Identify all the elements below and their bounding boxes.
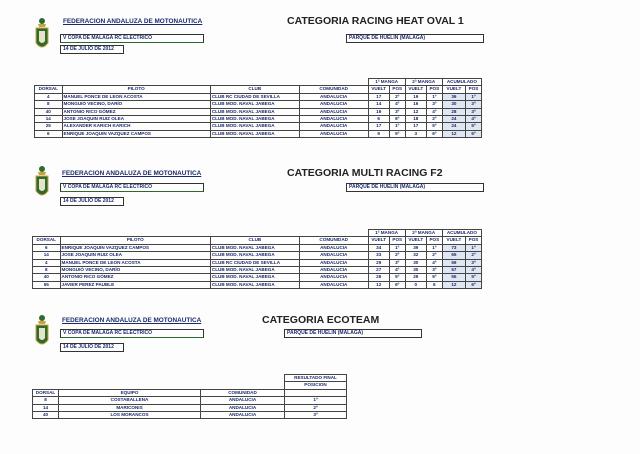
- col-vuelt: VUELT: [405, 237, 426, 244]
- cell-piloto: ANTONIO RICO GÓMEZ: [60, 274, 210, 281]
- col-comunidad: COMUNIDAD: [299, 237, 368, 244]
- col-pos: POS: [426, 86, 442, 93]
- col-club: CLUB: [210, 237, 299, 244]
- cell-p1: 1º: [389, 244, 405, 251]
- cell-pa: 5º: [466, 274, 482, 281]
- cup-name-field: V COPA DE MALAGA RC ELECTRICO: [60, 183, 204, 192]
- col-equipo: EQUIPO: [59, 389, 201, 396]
- table-row: [35, 130, 482, 137]
- cell-p2: 4º: [426, 108, 442, 115]
- cell-v2: 3: [405, 130, 426, 137]
- cell-p1: 4º: [389, 101, 405, 108]
- col-dorsal: DORSAL: [33, 237, 61, 244]
- cell-dorsal: 4: [33, 259, 61, 266]
- cell-comunidad: ANDALUCIA: [299, 130, 368, 137]
- col-vuelt: VUELT: [368, 237, 389, 244]
- cell-p1: 6º: [389, 281, 405, 288]
- col-club: CLUB: [210, 86, 299, 93]
- cell-p2: 4º: [426, 259, 442, 266]
- cell-dorsal: 8: [33, 267, 61, 274]
- cell-comunidad: ANDALUCIA: [299, 93, 368, 100]
- cell-dorsal: 6: [35, 130, 63, 137]
- manga2-header: 2ª MANGA: [405, 79, 442, 86]
- cell-v1: 17: [368, 93, 389, 100]
- cell-v1: 6: [368, 116, 389, 123]
- venue-field: PARQUE DE HUELIN (MALAGA): [346, 183, 484, 192]
- cell-va: 12: [442, 130, 465, 137]
- col-comunidad: COMUNIDAD: [299, 86, 368, 93]
- cell-comunidad: ANDALUCIA: [299, 259, 368, 266]
- cell-comunidad: ANDALUCIA: [299, 267, 368, 274]
- cell-pa: 3º: [466, 101, 482, 108]
- cell-equipo: MARICONIS: [59, 404, 201, 411]
- table-row: [33, 244, 482, 251]
- cell-dorsal: 14: [35, 116, 63, 123]
- category-title: CATEGORIA ECOTEAM: [262, 314, 380, 326]
- cell-v1: 14: [368, 101, 389, 108]
- cell-v2: 32: [405, 252, 426, 259]
- cell-p2: 3º: [426, 267, 442, 274]
- cell-v1: 33: [368, 252, 389, 259]
- acumulado-header: ACUMULADO: [442, 230, 481, 237]
- cell-posicion: 2º: [285, 404, 347, 411]
- cell-p2: 6º: [426, 130, 442, 137]
- cell-v1: 27: [368, 267, 389, 274]
- cell-va: 65: [442, 252, 465, 259]
- cell-pa: 6º: [466, 130, 482, 137]
- cell-p1: 4º: [389, 267, 405, 274]
- cell-dorsal: 25: [35, 123, 63, 130]
- cell-p2: 2º: [426, 116, 442, 123]
- cell-dorsal: 14: [33, 252, 61, 259]
- cell-va: 12: [442, 281, 465, 288]
- col-pos: POS: [389, 86, 405, 93]
- cell-p1: 3º: [389, 108, 405, 115]
- col-piloto: PILOTO: [60, 237, 210, 244]
- cell-piloto: MANUEL PONCE DE LEON ACOSTA: [60, 259, 210, 266]
- cell-p2: 3º: [426, 101, 442, 108]
- cell-piloto: ANTONIO RICO GÓMEZ: [62, 108, 210, 115]
- cell-club: CLUB MOD. NAVAL JABEGA: [210, 244, 299, 251]
- col-pos: POS: [426, 237, 442, 244]
- cell-comunidad: ANDALUCIA: [299, 101, 368, 108]
- cell-dorsal: 55: [33, 281, 61, 288]
- cell-piloto: MONGUIÓ VECINO, DARÍO: [62, 101, 210, 108]
- col-dorsal: DORSAL: [33, 389, 59, 396]
- table-row: [35, 116, 482, 123]
- table-row: [33, 281, 482, 288]
- cell-club: CLUB MOD. NAVAL JABEGA: [210, 123, 299, 130]
- cell-p2: 2º: [426, 252, 442, 259]
- cell-pa: 5º: [466, 123, 482, 130]
- table-row: [33, 404, 347, 411]
- federation-name: FEDERACION ANDALUZA DE MOTONAUTICA: [62, 317, 202, 324]
- cell-v2: 17: [405, 123, 426, 130]
- cell-p2: 5º: [426, 274, 442, 281]
- cell-piloto: ENRIQUE JOAQUIN VAZQUEZ CAMPOS: [60, 244, 210, 251]
- table-row: [33, 412, 347, 419]
- cell-club: CLUB MOD. NAVAL JABEGA: [210, 267, 299, 274]
- cell-piloto: ALEXANDER KARICH KARICH: [62, 123, 210, 130]
- cell-piloto: ENRIQUE JOAQUIN VAZQUEZ CAMPOS: [62, 130, 210, 137]
- category-title: CATEGORIA RACING HEAT OVAL 1: [287, 15, 464, 27]
- cell-va: 57: [442, 267, 465, 274]
- cell-pa: 3º: [466, 259, 482, 266]
- cell-p2: 1º: [426, 244, 442, 251]
- cell-club: CLUB MOD. NAVAL JABEGA: [210, 252, 299, 259]
- cell-va: 55: [442, 274, 465, 281]
- resultado-final-header: RESULTADO FINAL: [285, 375, 347, 382]
- cell-pa: 1º: [466, 93, 482, 100]
- cell-dorsal: 6: [33, 244, 61, 251]
- table-row: [35, 123, 482, 130]
- cell-pa: 2º: [466, 252, 482, 259]
- venue-field: PARQUE DE HUELIN (MALAGA): [284, 329, 422, 338]
- col-pos: POS: [466, 237, 482, 244]
- cell-v2: 30: [405, 267, 426, 274]
- cup-name-field: V COPA DE MALAGA RC ELECTRICO: [60, 34, 204, 43]
- manga1-header: 1ª MANGA: [368, 230, 405, 237]
- table-row: [33, 259, 482, 266]
- cell-v1: 16: [368, 108, 389, 115]
- cell-p1: 6º: [389, 116, 405, 123]
- cell-pa: 6º: [466, 281, 482, 288]
- col-vuelt: VUELT: [442, 237, 465, 244]
- table-row: [33, 252, 482, 259]
- cell-club: CLUB MOD. NAVAL JABEGA: [210, 274, 299, 281]
- cell-dorsal: 4: [35, 93, 63, 100]
- table-row: [33, 274, 482, 281]
- cell-dorsal: 40: [33, 412, 59, 419]
- cell-v2: 39: [405, 244, 426, 251]
- col-vuelt: VUELT: [405, 86, 426, 93]
- col-vuelt: VUELT: [442, 86, 465, 93]
- col-vuelt: VUELT: [368, 86, 389, 93]
- cell-comunidad: ANDALUCIA: [201, 404, 285, 411]
- cell-p2: 1º: [426, 93, 442, 100]
- cell-dorsal: 40: [33, 274, 61, 281]
- cell-comunidad: ANDALUCIA: [299, 116, 368, 123]
- cell-p1: 2º: [389, 252, 405, 259]
- cell-pa: 4º: [466, 116, 482, 123]
- manga2-header: 2ª MANGA: [405, 230, 442, 237]
- cell-p1: 2º: [389, 93, 405, 100]
- col-pos: POS: [466, 86, 482, 93]
- cell-comunidad: ANDALUCIA: [299, 108, 368, 115]
- cell-club: CLUB RC CIUDAD DE SEVILLA: [210, 259, 299, 266]
- cell-va: 28: [442, 108, 465, 115]
- cell-posicion: 1º: [285, 397, 347, 404]
- cell-p1: 5º: [389, 274, 405, 281]
- cell-p2: 5º: [426, 123, 442, 130]
- cell-dorsal: 8: [35, 101, 63, 108]
- cell-comunidad: ANDALUCIA: [299, 274, 368, 281]
- cell-comunidad: ANDALUCIA: [299, 281, 368, 288]
- cell-club: CLUB MOD. NAVAL JABEGA: [210, 108, 299, 115]
- cell-v2: 16: [405, 101, 426, 108]
- cell-v2: 19: [405, 93, 426, 100]
- cell-v1: 17: [368, 123, 389, 130]
- table-row: [35, 108, 482, 115]
- cell-club: CLUB MOD. NAVAL JABEGA: [210, 101, 299, 108]
- cell-piloto: JAVIER PEREZ PAUBLE: [60, 281, 210, 288]
- cell-va: 24: [442, 123, 465, 130]
- cell-comunidad: ANDALUCIA: [299, 244, 368, 251]
- cell-equipo: COSTABALLENA: [59, 397, 201, 404]
- manga1-header: 1ª MANGA: [368, 79, 405, 86]
- cell-club: CLUB RC CIUDAD DE SEVILLA: [210, 93, 299, 100]
- cell-equipo: LOS MORANCOS: [59, 412, 201, 419]
- federation-name: FEDERACION ANDALUZA DE MOTONAUTICA: [62, 170, 202, 177]
- category-title: CATEGORIA MULTI RACING F2: [287, 167, 443, 179]
- cup-name-field: V COPA DE MALAGA RC ELECTRICO: [60, 329, 204, 338]
- cell-piloto: JOSE JOAQUIN RUIZ OLEA: [60, 252, 210, 259]
- cell-pa: 1º: [466, 244, 482, 251]
- table-row: [35, 101, 482, 108]
- cell-pa: 3º: [466, 108, 482, 115]
- results-table-multi-racing: [32, 229, 482, 289]
- cell-dorsal: 8: [33, 397, 59, 404]
- cell-club: CLUB MOD. NAVAL JABEGA: [210, 281, 299, 288]
- cell-v2: 29: [405, 274, 426, 281]
- cell-v1: 26: [368, 274, 389, 281]
- cell-comunidad: ANDALUCIA: [201, 397, 285, 404]
- cell-piloto: MONGUIÓ VECINO, DARÍO: [60, 267, 210, 274]
- cell-dorsal: 40: [35, 108, 63, 115]
- cell-v2: 18: [405, 116, 426, 123]
- cell-comunidad: ANDALUCIA: [299, 252, 368, 259]
- federation-crest-logo: [34, 165, 50, 201]
- venue-field: PARQUE DE HUELIN (MALAGA): [346, 34, 484, 43]
- cell-piloto: JOSE JOAQUIN RUIZ OLEA: [62, 116, 210, 123]
- col-piloto: PILOTO: [62, 86, 210, 93]
- cell-va: 73: [442, 244, 465, 251]
- table-row: [33, 267, 482, 274]
- cell-posicion: 3º: [285, 412, 347, 419]
- cell-dorsal: 14: [33, 404, 59, 411]
- federation-crest-logo: [34, 314, 50, 350]
- cell-va: 59: [442, 259, 465, 266]
- col-comunidad: COMUNIDAD: [201, 389, 285, 396]
- cell-v1: 9: [368, 130, 389, 137]
- cell-va: 36: [442, 93, 465, 100]
- acumulado-header: ACUMULADO: [442, 79, 481, 86]
- date-field: 14 DE JULIO DE 2012: [60, 45, 124, 54]
- cell-p1: 3º: [389, 259, 405, 266]
- cell-p2: 6: [426, 281, 442, 288]
- col-posicion: POSICION: [285, 382, 347, 389]
- cell-v2: 0: [405, 281, 426, 288]
- federation-crest-logo: [34, 17, 50, 53]
- cell-va: 24: [442, 116, 465, 123]
- cell-pa: 4º: [466, 267, 482, 274]
- cell-club: CLUB MOD. NAVAL JABEGA: [210, 130, 299, 137]
- cell-piloto: MANUEL PONCE DE LEON ACOSTA: [62, 93, 210, 100]
- cell-club: CLUB MOD. NAVAL JABEGA: [210, 116, 299, 123]
- col-dorsal: DORSAL: [35, 86, 63, 93]
- cell-p1: 1º: [389, 123, 405, 130]
- cell-v2: 12: [405, 108, 426, 115]
- col-pos: POS: [389, 237, 405, 244]
- cell-va: 30: [442, 101, 465, 108]
- date-field: 14 DE JULIO DE 2012: [60, 197, 124, 206]
- date-field: 14 DE JULIO DE 2012: [60, 343, 124, 352]
- cell-v1: 29: [368, 259, 389, 266]
- cell-v1: 12: [368, 281, 389, 288]
- table-row: [33, 397, 347, 404]
- table-row: [35, 93, 482, 100]
- cell-v1: 34: [368, 244, 389, 251]
- cell-comunidad: ANDALUCIA: [299, 123, 368, 130]
- federation-name: FEDERACION ANDALUZA DE MOTONAUTICA: [63, 18, 203, 25]
- results-table-heat-oval: [34, 78, 482, 138]
- cell-p1: 5º: [389, 130, 405, 137]
- cell-v2: 30: [405, 259, 426, 266]
- cell-comunidad: ANDALUCIA: [201, 412, 285, 419]
- results-table-ecoteam: [32, 374, 347, 419]
